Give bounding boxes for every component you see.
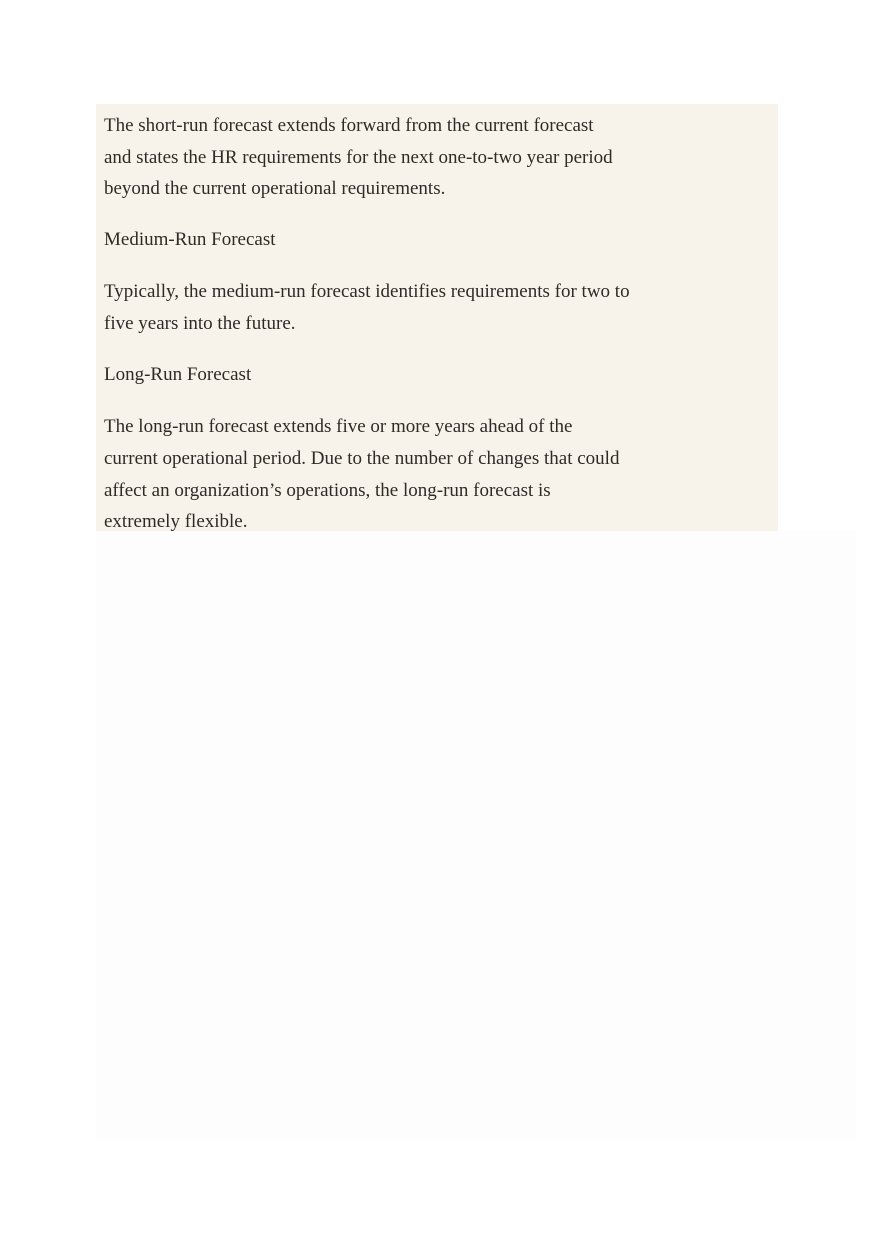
medium-run-paragraph-line-2: five years into the future. (104, 313, 296, 334)
text-content-block (96, 104, 778, 531)
page-background-area (96, 530, 856, 1140)
long-run-paragraph-line-3: affect an organization’s operations, the long-run forecast is (104, 480, 551, 501)
short-run-paragraph-line-3: beyond the current operational requirements. (104, 178, 446, 199)
short-run-paragraph-line-1: The short-run forecast extends forward from the current forecast (104, 115, 594, 136)
short-run-paragraph-line-2: and states the HR requirements for the next one-to-two year period (104, 147, 613, 168)
long-run-paragraph-line-4: extremely flexible. (104, 511, 248, 532)
medium-run-paragraph-line-1: Typically, the medium-run forecast identifies requirements for two to (104, 281, 630, 302)
long-run-paragraph-line-2: current operational period. Due to the number of changes that could (104, 448, 620, 469)
medium-run-heading: Medium-Run Forecast (104, 229, 276, 250)
long-run-paragraph-line-1: The long-run forecast extends five or more years ahead of the (104, 416, 573, 437)
long-run-heading: Long-Run Forecast (104, 364, 252, 385)
